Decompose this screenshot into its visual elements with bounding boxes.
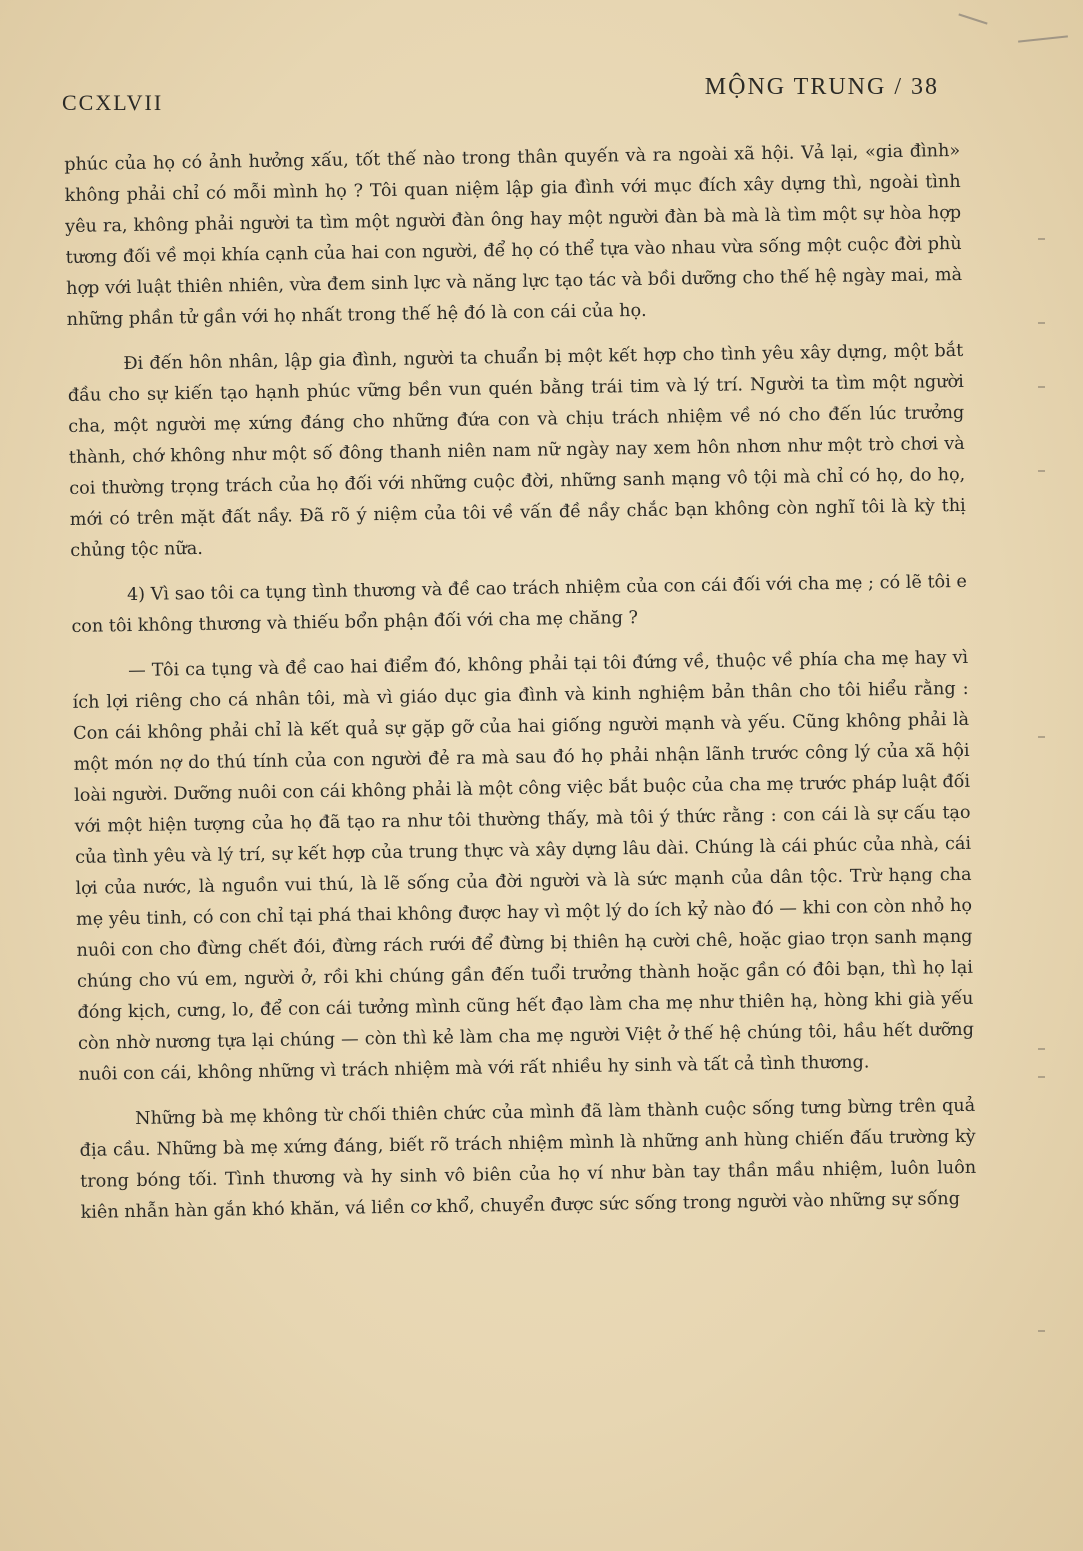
margin-mark [1038,470,1045,472]
paragraph: 4) Vì sao tôi ca tụng tình thương và đề cao trách nhiệm của con cái đối với cha mẹ ; có lẽ tôi e con tôi không thương và thiếu bổn phận đối với cha mẹ chăng ? [71,571,968,637]
running-title: MỘNG TRUNG / 38 [704,74,939,100]
scratch-mark [1018,35,1068,42]
paragraph: Đi đến hôn nhân, lập gia đình, người ta chuẩn bị một kết hợp cho tình yêu xây dựng, một bắt đầu cho sự kiến tạo hạnh phúc vững bền vun quén bằng trái tim và lý trí. Người ta tìm một người cha, một người mẹ xứng đáng cho những đứa con và chịu trách nhiệm về nó cho đến lúc trưởng thành, chớ không như một số đông thanh niên nam nữ ngày nay xem hôn nhơn như một trò chơi và coi thường trọng trách của họ đối với những cuộc đời, những sanh mạng vô tội mà chỉ có họ, do họ, mới có trên mặt đất nầy. Đã rõ ý niệm của tôi về vấn đề nầy chắc bạn không còn nghĩ tôi là kỳ thị chủng tộc nữa. [67,340,966,561]
margin-mark [1038,386,1045,388]
margin-mark [1038,322,1045,324]
page-body [64,136,977,1229]
scratch-mark [958,13,987,24]
paragraph: — Tôi ca tụng và đề cao hai điểm đó, không phải tại tôi đứng về, thuộc về phía cha mẹ hay vì ích lợi riêng cho cá nhân tôi, mà vì giáo dục gia đình và kinh nghiệm bản thân cho tôi hiểu rằng : Con cái không phải chỉ là kết quả sự gặp gỡ của hai giống người mạnh và yếu. Cũng không phải là một món nợ do thú tính của con người đẻ ra mà sau đó họ phải nhận lãnh trước công lý của xã hội loài người. Dưỡng nuôi con cái không phải là một công việc bắt buộc của cha mẹ trước pháp luật đối với một hiện tượng của họ đã tạo ra như tôi thường thấy, mà tôi ý thức rằng : con cái là sự cấu tạo của tình yêu và lý trí, sự kết hợp của trung thực và xây dựng lâu dài. Chúng là cái phúc của nhà, cái lợi của nước, là nguồn vui thú, là lẽ sống của đời người và là sức mạnh của dân tộc. Trừ hạng cha mẹ yêu tinh, có con chỉ tại phá thai không được hay vì một lý do ích kỷ nào đó — khi con còn nhỏ họ nuôi con cho đừng chết đói, đừng rách rưới để đừng bị thiên hạ cười chê, hoặc giao trọn sanh mạng chúng cho vú em, người ở, rồi khi chúng gần đến tuổi trưởng thành hoặc gần có đôi bạn, thì họ lại đóng kịch, cưng, lo, để con cái tưởng mình cũng hết đạo làm cha mẹ như thiên hạ, hòng khi già yếu còn nhờ nương tựa lại chúng — còn thì kẻ làm cha mẹ người Việt ở thế hệ chúng tôi, hầu hết dưỡng nuôi con cái, không những vì trách nhiệm mà với rất nhiều hy sinh và tất cả tình thương. [72,647,975,1085]
margin-mark [1038,1076,1045,1078]
margin-mark [1038,1048,1045,1050]
chapter-number: CCXLVII [62,90,164,115]
margin-mark [1038,1330,1045,1332]
margin-mark [1038,736,1045,738]
paragraph: Những bà mẹ không từ chối thiên chức của mình đã làm thành cuộc sống tưng bừng trên quả địa cầu. Những bà mẹ xứng đáng, biết rõ trách nhiệm mình là những anh hùng chiến đấu trường kỳ trong bóng tối. Tình thương và hy sinh vô biên của họ ví như bàn tay thần mầu nhiệm, luôn luôn kiên nhẫn hàn gắn khó khăn, vá liền cơ khổ, chuyển được sức sống trong người vào những sự sống [79,1095,977,1223]
paragraph: phúc của họ có ảnh hưởng xấu, tốt thế nào trong thân quyến và ra ngoài xã hội. Vả lại, «gia đình» không phải chỉ có mỗi mình họ ? Tôi quan niệm lập gia đình với mục đích xây dựng thì, ngoài tình yêu ra, không phải người ta tìm một người đàn ông hay một người đàn bà mà là tìm một sự hòa hợp tương đối về mọi khía cạnh của hai con người, để họ có thể tựa vào nhau vừa sống một cuộc đời phù hợp với luật thiên nhiên, vừa đem sinh lực và năng lực tạo tác và bồi dưỡng cho thế hệ ngày mai, mà những phần tử gần với họ nhất trong thế hệ đó là con cái của họ. [64,140,963,330]
margin-mark [1038,238,1045,240]
